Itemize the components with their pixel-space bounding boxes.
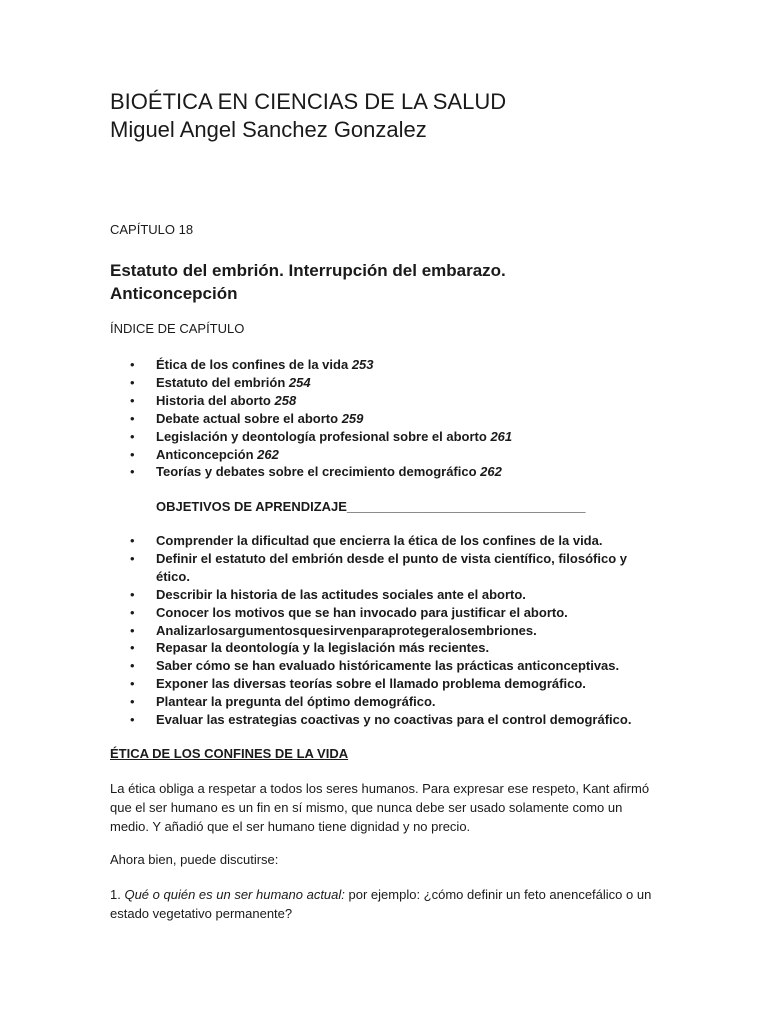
index-item [110,463,590,481]
objective-item: • Repasar la deontología y la legislación más recientes. [110,639,650,657]
objective-item: • Saber cómo se han evaluado históricamente las prácticas anticonceptivas. [110,657,650,675]
objectives-list [110,532,650,729]
objective-item: • Plantear la pregunta del óptimo demográfico. [110,693,650,711]
index-item-page: 258 [274,392,297,408]
index-item-page: 262 [480,464,502,480]
objective-item: • Evaluar las estrategias coactivas y no coactivas para el control demográfico. [110,711,650,729]
index-item [110,374,590,392]
index-item [110,446,590,464]
objective-item: • Exponer las diversas teorías sobre el llamado problema demográfico. [110,675,650,693]
index-item [110,428,590,446]
index-item-text: Anticoncepción [156,446,254,462]
objective-item: • Analizarlosargumentosquesirvenparaprotegeralosembriones. [110,622,650,640]
book-title: BIOÉTICA EN CIENCIAS DE LA SALUD [110,89,507,114]
objective-item: • Comprender la dificultad que encierra la ética de los confines de la vida. [110,532,650,550]
index-item-page: 261 [490,428,513,444]
objectives-heading: OBJETIVOS DE APRENDIZAJE_________________________________ [156,499,586,514]
index-item-text: Debate actual sobre el aborto [156,410,339,426]
author-name: Miguel Angel Sanchez Gonzalez [110,117,427,142]
point-lead: Qué o quién es un ser humano actual: [124,887,345,902]
index-list [110,356,590,481]
index-item-page: 253 [351,357,374,372]
point-number: 1. [110,887,121,902]
point-text: por ejemplo: ¿cómo definir un feto anencefálico o un estado vegetativo permanente? [110,887,652,921]
index-item-text: Teorías y debates sobre el crecimiento demográfico [156,464,477,480]
paragraph: Ahora bien, puede discutirse: [110,852,279,867]
chapter-label: CAPÍTULO 18 [110,222,194,237]
index-item-text: Ética de los confines de la vida [156,357,349,372]
index-item-text: Estatuto del embrión [156,374,286,390]
document-title [110,88,506,144]
index-item-text: Historia del aborto [156,392,271,408]
index-item [110,356,590,374]
section-heading: ÉTICA DE LOS CONFINES DE LA VIDA [110,746,349,761]
objective-item: • Definir el estatuto del embrión desde el punto de vista científico, filosófico y ético. [110,550,650,586]
paragraph: La ética obliga a respetar a todos los seres humanos. Para expresar ese respeto, Kant afirmó que el ser humano es un fin en sí mismo, que nunca debe ser usado solamente como un medio. Y añadió que el ser humano tiene dignidad y no precio. [110,781,650,834]
index-item [110,392,590,410]
index-item-page: 259 [341,410,364,426]
numbered-point [110,885,655,923]
objective-item: • Conocer los motivos que se han invocado para justificar el aborto. [110,604,650,622]
index-item-page: 262 [257,446,279,462]
chapter-title: Estatuto del embrión. Interrupción del embarazo. Anticoncepción [110,261,506,303]
index-item-text: Legislación y deontología profesional sobre el aborto [156,428,487,444]
objective-item: • Describir la historia de las actitudes sociales ante el aborto. [110,586,650,604]
index-item-page: 254 [288,374,311,390]
index-heading: ÍNDICE DE CAPÍTULO [110,321,245,336]
index-item [110,410,590,428]
